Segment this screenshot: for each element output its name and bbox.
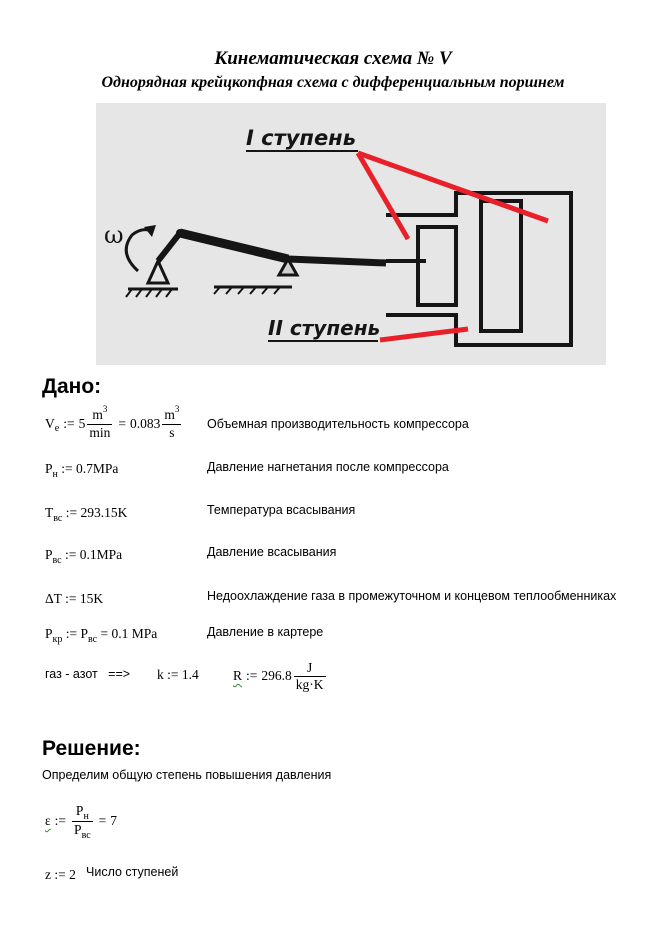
formula-p-suction: $P_{вс}$ := 0.1MPa: [45, 547, 123, 566]
page-title: Кинематическая схема № V: [214, 48, 452, 69]
page-subtitle: Однорядная крейцкопфная схема с дифференциальным поршнем: [101, 74, 565, 91]
formula-z: z := 2: [45, 867, 76, 882]
stage-2-label: II ступень: [268, 316, 381, 340]
gas-label: газ - азот ==>: [45, 667, 131, 681]
given-desc-delta-t: Недоохлаждение газа в промежуточном и концевом теплообменниках: [207, 589, 617, 603]
kinematic-scheme-diagram: [96, 103, 606, 365]
given-heading: Дано:: [42, 375, 102, 398]
formula-k: k := 1.4: [157, 667, 199, 682]
formula-ve: V e := 5 $\frac{m^3}{\min}$ = 0.083 $\frac{m^3}{s}$: [45, 404, 180, 440]
formula-r: R := 296.8 $\frac{J}{kg\cdot K}$: [233, 659, 324, 692]
stage-1-label: I ступень: [246, 126, 356, 150]
formula-t-suction: $T_{вс}$ := 293.15K: [45, 505, 128, 524]
given-desc-p-discharge: Давление нагнетания после компрессора: [207, 460, 449, 474]
formula-delta-t: ΔT := 15K: [45, 591, 104, 606]
given-desc-p-suction: Давление всасывания: [207, 545, 337, 559]
formula-p-crankcase: $P_{кр}$ := $P_{вс} = 0.1$ MPa: [45, 626, 158, 645]
formula-p-discharge: $P_н$ := 0.7MPa: [45, 461, 119, 480]
given-desc-ve: Объемная производительность компрессора: [207, 417, 469, 431]
omega-label: ω: [104, 221, 124, 249]
solution-intro: Определим общую степень повышения давления: [42, 768, 332, 782]
solution-heading: Решение:: [42, 737, 141, 760]
given-desc-t-suction: Температура всасывания: [207, 503, 356, 517]
formula-epsilon: ε := $\frac{P_н}{P_{вс}}$ = 7: [45, 802, 118, 841]
piston-rod: [288, 259, 386, 263]
given-desc-p-crankcase: Давление в картере: [207, 625, 324, 639]
solution-z-desc: Число ступеней: [86, 865, 179, 879]
